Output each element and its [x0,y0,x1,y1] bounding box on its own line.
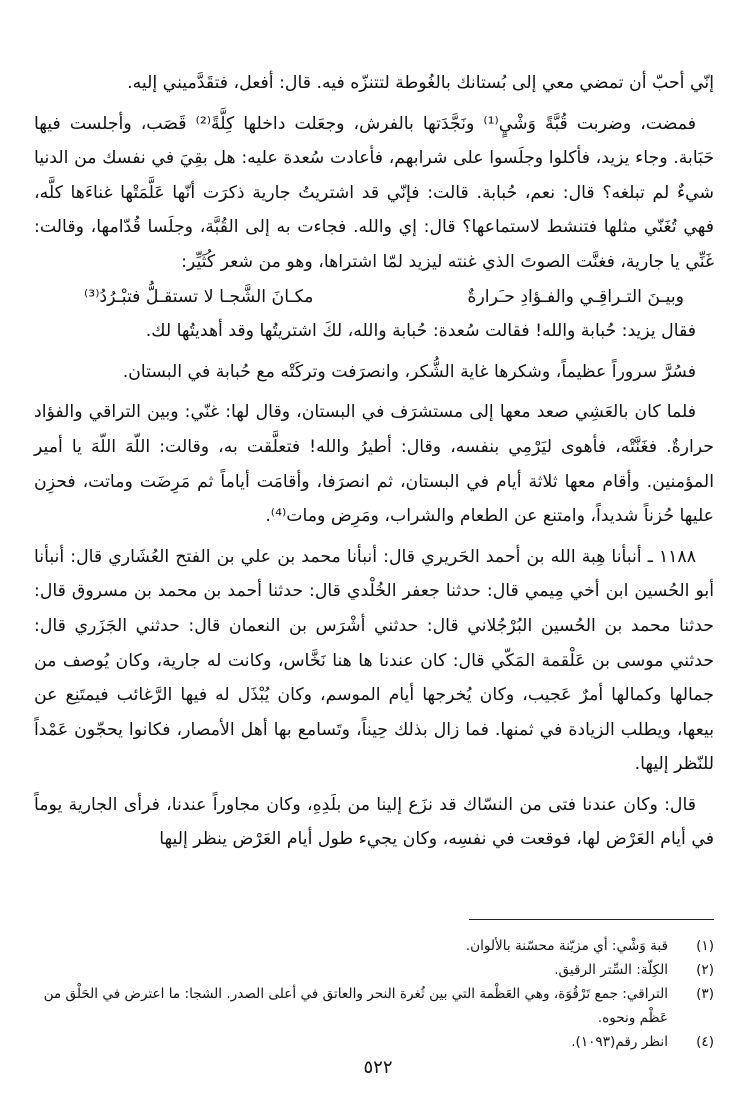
paragraph: قال: وكان عندنا فتى من النسّاك قد نزَع إلينا من بلَدِهِ، وكان مجاوراً عندنا، فرأى الجارية يوماً في أيام العَرْض لها، فوقعت في نفسِه، وكان يجيء طول أيام العَرْض ينظر إليها [34,794,714,850]
footnote-text: انظر رقم(١٠٩٣). [571,1034,668,1051]
paragraph: فمضت، وضربت قُبَّةً وَشْيٍ⁽¹⁾ ونَجَّدَتها بالفرش، وجعَلت داخلها كِلَّةً⁽²⁾ قَصَب، وأجلست فيها حَبَابة. وجاء يزيد، فأكلوا وجلَسوا على شرابهم، فأعادت سُعدة عليه: هل بقِيَ في نفسك من الدنيا شيءٌ لم تبلغه؟ قال: نعم، حُبابة. قالت: فإنّي قد اشتريتُ جارية ذكرَت أنّها عَلَّمَتْها غناءَها كلَّه، فهي تُغَنّي مثلها فتنشط لاستماعها؟ قال: إي والله. فجاءت به إلى القُبَّة، وجلَسا قُدّامها، وقالت: غَنِّي يا جارية، فغنَّت الصوتَ الذي غنته ليزيد لمّا اشتراها، وهو من شعر كُثَيِّر: [34,113,714,272]
footnote [34,982,714,1030]
paragraph: فسُرَّ سروراً عظيماً، وشكرها غاية الشُّكر، وانصرَفت وتركَتْه مع حُبابة في البستان. [122,361,696,382]
paragraph: إنّي أحبّ أن تمضي معي إلى بُستانك بالغُوطة لتتنزّه فيه. قال: أفعل، فتقَدَّميني إليه. [127,73,714,93]
paragraph: فقال يزيد: حُبابة والله! فقالت سُعدة: حُبابة والله، لكَ اشتريتُها وقد أهديتُها لك. [145,321,696,342]
main-text [34,66,714,857]
narration-1188: ١١٨٨ ـ أنبأنا هِبة الله بن أحمد الحَريري قال: أنبأنا محمد بن علي بن الفتح العُشَاري قال: أنبأنا أبو الحُسين ابن أخي مِيمي قال: حدثنا جعفر الخُلْدي قال: حدثنا أحمد بن محمد بن مسروق قال: حدثنا محمد بن الحُسين البُرْجُلاني قال: حدثني أشْرَس بن النعمان قال: حدثني الجَزَري قال: حدثني موسى بن عَلْقمة المَكّي قال: كان عندنا ها هنا نَخَّاس، وكانت له جارية، وكان يُوصف من جمالها وكمالها أمرٌ عَجيب، وكان يُخرجها أيام الموسم، وكان يُبْذَل له فيها الرَّغائب فيمتَنِع عن بيعها، ويطلب الزيادة في ثمنها. فما زال بذلك حِيناً، وتَسامع بها أهل الأمصار، فكانوا يحجّون عَمْداً للنّظر إليها. [34,546,714,775]
footnote [34,958,714,982]
verse-second-hemistich: مكـانَ الشَّجـا لا تستقـلُّ فتبْـرُدُ⁽³⁾ [84,286,314,307]
footnote-text: التراقي: جمع تَرْقُوَة، وهي العَظْمة التي بين ثُغرة النحر والعاتق في أعلى الصدر. الشجا: ما اعترض في الحَلْق من عَظْم ونحوه. [43,986,668,1027]
footnote-number: (١) [696,938,714,955]
footnote-number: (٢) [696,962,714,979]
footnotes [34,934,714,1054]
footnote-number: (٣) [696,986,714,1003]
footnote-number: (٤) [696,1034,714,1051]
footnote [34,934,714,958]
paragraph: فلما كان بالعَشِي صعد معها إلى مستشرَف في البستان، وقال لها: غنّي: وبين التراقي والفؤاد حرارةٌ. فغَنَّتْه، فأهوى ليَرْمِي بنفسه، وقال: أطيرُ والله! فتعلَّقت به، وقالت: اللّهَ اللّهَ يا أمير المؤمنين. وأقام معها ثلاثة أيام في البستان، ثم انصرَفا، وأقامَت أياماً ثم مَرِضَت وماتت، فحزِن عليها حُزناً شديداً، وامتنع عن الطعام والشراب، ومَرِض ومات⁽⁴⁾. [34,402,714,527]
verse-first-hemistich: وبيـنَ التـراقِـي والفـؤادِ حـَرارةٌ [467,286,684,307]
page-number: ٥٢٢ [363,1057,393,1078]
footnote [34,1030,714,1054]
footnote-text: الكِلّة: السِّتر الرقيق. [554,962,668,979]
footnote-separator [469,919,714,920]
poetry-verse [34,280,714,315]
footnote-text: قبة وَشْي: أي مزيّنة محسّنة بالألوان. [465,938,668,955]
